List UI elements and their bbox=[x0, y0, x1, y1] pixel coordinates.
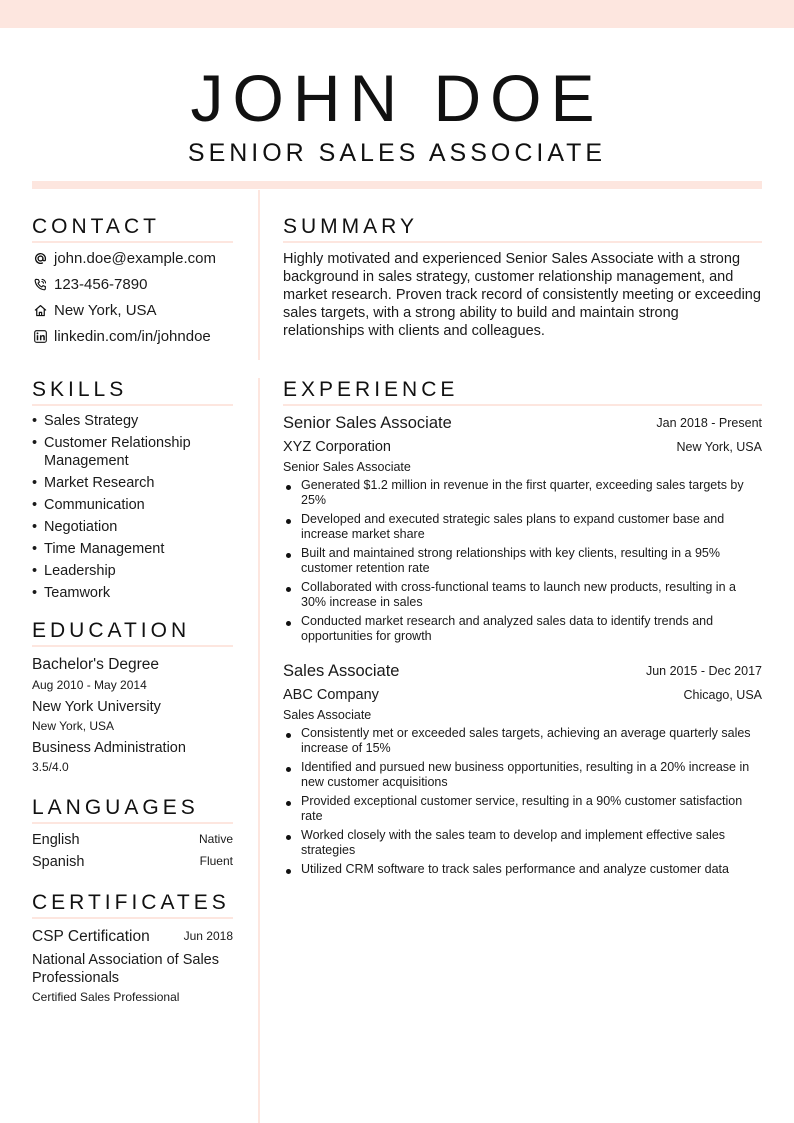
summary-text: Highly motivated and experienced Senior Sales Associate with a strong background in sales strategy, customer relationship management, and market research. Proven track record of consistently meeting or exceeding sales targets, with a strong ability to build and maintain strong relationships with clients and colleagues. bbox=[283, 251, 761, 339]
job-bullets bbox=[283, 726, 763, 881]
skill-item: • Teamwork bbox=[32, 584, 237, 602]
job-dates: Jan 2018 - Present bbox=[656, 416, 762, 430]
job-role: Senior Sales Associate bbox=[283, 460, 411, 474]
contact-email-text: john.doe@example.com bbox=[54, 249, 216, 267]
contact-location bbox=[32, 300, 157, 320]
skill-item: • Sales Strategy bbox=[32, 412, 237, 430]
candidate-title: SENIOR SALES ASSOCIATE bbox=[187, 139, 607, 167]
contact-linkedin[interactable] bbox=[32, 326, 211, 346]
job-role: Sales Associate bbox=[283, 708, 372, 722]
education-gpa: 3.5/4.0 bbox=[32, 760, 69, 774]
education-degree: Bachelor's Degree bbox=[32, 656, 160, 673]
certificate-issuer: National Association of Sales Professionals bbox=[32, 952, 219, 986]
column-divider-top bbox=[258, 190, 260, 360]
education-location: New York, USA bbox=[32, 719, 115, 733]
skill-item: • Communication bbox=[32, 496, 237, 514]
job-bullet: Conducted market research and analyzed sales data to identify trends and opportunities for growth bbox=[283, 614, 763, 644]
linkedin-icon bbox=[32, 328, 48, 344]
language-name: English bbox=[32, 832, 80, 848]
job-bullet: Consistently met or exceeded sales targets, achieving an average quarterly sales increase of 15% bbox=[283, 726, 763, 756]
skills-list bbox=[32, 412, 237, 606]
skill-item: • Negotiation bbox=[32, 518, 237, 536]
job-title: Senior Sales Associate bbox=[283, 414, 452, 432]
at-icon bbox=[32, 250, 48, 266]
job-company: XYZ Corporation bbox=[283, 439, 391, 455]
header-divider bbox=[32, 181, 762, 189]
education-school: New York University bbox=[32, 699, 161, 715]
language-level: Fluent bbox=[199, 854, 233, 868]
job-bullet: Worked closely with the sales team to develop and implement effective sales strategies bbox=[283, 828, 763, 858]
top-accent-band bbox=[0, 0, 794, 28]
education-dates: Aug 2010 - May 2014 bbox=[32, 678, 147, 692]
certificate-date: Jun 2018 bbox=[183, 929, 233, 943]
contact-email[interactable] bbox=[32, 248, 216, 268]
job-title: Sales Associate bbox=[283, 662, 400, 680]
phone-icon bbox=[32, 276, 48, 292]
skill-item: • Market Research bbox=[32, 474, 237, 492]
contact-linkedin-text: linkedin.com/in/johndoe bbox=[54, 327, 211, 345]
contact-location-text: New York, USA bbox=[54, 301, 157, 319]
job-bullet: Utilized CRM software to track sales performance and analyze customer data bbox=[283, 862, 763, 877]
job-location: New York, USA bbox=[676, 440, 762, 454]
job-bullets bbox=[283, 478, 763, 648]
education-field: Business Administration bbox=[32, 740, 186, 756]
contact-phone[interactable] bbox=[32, 274, 147, 294]
certificates-heading: CERTIFICATES bbox=[32, 890, 233, 919]
experience-heading: EXPERIENCE bbox=[283, 377, 762, 406]
job-bullet: Identified and pursued new business opportunities, resulting in a 20% increase in new customer acquisitions bbox=[283, 760, 763, 790]
contact-phone-text: 123-456-7890 bbox=[54, 275, 148, 293]
skill-item: • Leadership bbox=[32, 562, 237, 580]
job-bullet: Built and maintained strong relationships with key clients, resulting in a 95% customer retention rate bbox=[283, 546, 763, 576]
job-bullet: Generated $1.2 million in revenue in the first quarter, exceeding sales targets by 25% bbox=[283, 478, 763, 508]
job-bullet: Developed and executed strategic sales plans to expand customer base and increase market share bbox=[283, 512, 763, 542]
skill-item: • Time Management bbox=[32, 540, 237, 558]
job-bullet: Provided exceptional customer service, resulting in a 90% customer satisfaction rate bbox=[283, 794, 763, 824]
certificate-name: CSP Certification bbox=[32, 928, 150, 945]
certificate-description: Certified Sales Professional bbox=[32, 990, 180, 1004]
contact-heading: CONTACT bbox=[32, 214, 233, 243]
language-level: Native bbox=[198, 832, 233, 846]
skills-heading: SKILLS bbox=[32, 377, 233, 406]
home-icon bbox=[32, 302, 48, 318]
education-heading: EDUCATION bbox=[32, 618, 233, 647]
job-bullet: Collaborated with cross-functional teams to launch new products, resulting in a 30% increase in sales bbox=[283, 580, 763, 610]
summary-heading: SUMMARY bbox=[283, 214, 762, 243]
language-name: Spanish bbox=[32, 854, 85, 870]
column-divider-bottom bbox=[258, 378, 260, 1123]
candidate-name: JOHN DOE bbox=[190, 61, 604, 135]
skill-item: • Customer Relationship Management bbox=[32, 434, 237, 470]
job-dates: Jun 2015 - Dec 2017 bbox=[645, 664, 762, 678]
job-company: ABC Company bbox=[283, 687, 379, 703]
job-location: Chicago, USA bbox=[683, 688, 762, 702]
languages-heading: LANGUAGES bbox=[32, 795, 233, 824]
